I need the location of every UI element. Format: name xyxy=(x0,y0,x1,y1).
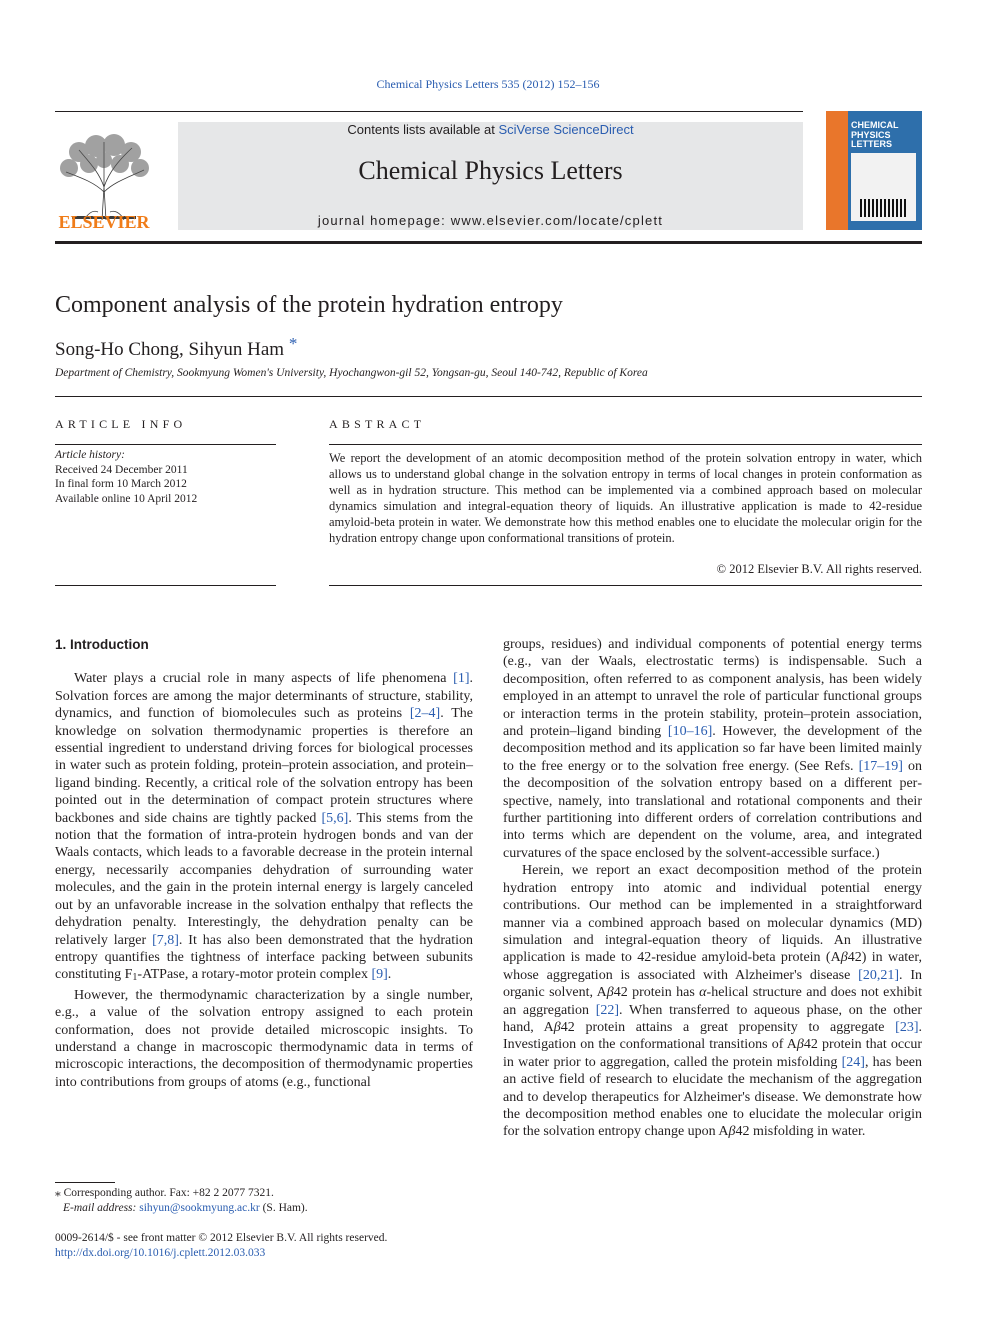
text-run: -ATPase, a rotary-motor protein complex xyxy=(137,967,372,983)
text-run: 42) in water, whose aggregation is associated with Alzheimer's disease xyxy=(503,950,923,983)
text-run: . Investigation on the conformational transitions of A xyxy=(503,1019,922,1053)
footnote-mark: ⁎ xyxy=(55,1187,61,1199)
text-run: . The knowledge on solvation thermodynamic properties is therefore an essential ingredient to understand driving forces for biological processes in water such as protein folding, protein–protein association, and protein–ligand binding. Recently, a critical role of the solvation entropy has been pointed out in the determination of compact protein structures where backbones and side chains are tightly packed xyxy=(55,706,473,826)
text-run: 42 protein attains a great propensity to aggregate xyxy=(560,1019,896,1035)
text-run: Herein, we report an exact decomposition method of the protein hydration entropy into atomic and individual potential energy contributions. Our method can be implemented in a straightforward manner via a combined approach based on molecular dynamics (MD) simulation and integral-equation theory of liquids. An illustrative application is made to 42-residue amyloid-beta protein (A xyxy=(503,863,922,966)
article-title: Component analysis of the protein hydration entropy xyxy=(55,292,563,318)
text-run: -helical structure and does not exhibit an aggregation xyxy=(503,985,922,1018)
text-run: . When transferred to aqueous phase, on the other hand, A xyxy=(503,1002,922,1035)
contents-line xyxy=(178,122,803,137)
greek-symbol: β xyxy=(606,985,614,1001)
paragraph xyxy=(503,862,922,1141)
email-link[interactable]: sihyun@sookmyung.ac.kr xyxy=(139,1202,260,1214)
text-run: . xyxy=(387,967,392,983)
reference-link[interactable]: [23] xyxy=(895,1019,919,1035)
affiliation: Department of Chemistry, Sookmyung Women's University, Hyochangwon-gil 52, Yongsan-gu, Seoul 140-742, Republic of Korea xyxy=(55,367,648,379)
text-run: . Solvation forces are among the major determinants of structure, stability, dynamics, and function of biomolecules such as proteins xyxy=(55,671,473,722)
paragraph xyxy=(55,670,473,986)
article-info-rule xyxy=(55,444,276,445)
paragraph xyxy=(55,987,473,1091)
text-run: 42 protein has xyxy=(613,985,700,1001)
article-info-bottom-rule xyxy=(55,585,276,586)
reference-link[interactable]: [5,6] xyxy=(321,810,349,826)
text-run: . It has also been demonstrated that the hydration entropy quantifies the tightness of interface packing between subunits constituting F xyxy=(55,932,473,983)
reference-link[interactable]: [9] xyxy=(371,967,388,983)
greek-symbol: β xyxy=(796,1037,804,1053)
email-suffix: (S. Ham). xyxy=(259,1202,308,1214)
cover-title-line: PHYSICS xyxy=(851,129,891,140)
reference-link[interactable]: [2–4] xyxy=(409,706,441,722)
text-run: on the decomposition of the solvation entropy based on a different perspective, namely, into translational and rotational components and their further partitioning into different orders of correlation contributions and into terms which are dependent on the volume, area, and integrated curvatures of the space enclosed by the solvent-accessible surface.) xyxy=(503,758,923,861)
reference-link[interactable]: [24] xyxy=(841,1054,865,1070)
abstract-text: We report the development of an atomic decomposition method of the protein solvation entropy in water, which allows us to understand global change in the solvation entropy in terms of local changes in protein conformation as well as in hydration structure. This method can be implemented via a combined approach based on molecular dynamics simulation and integral-equation theory of liquids. An illustrative application is made to 42-residue amyloid-beta protein in water. We demonstrate how this method enables one to elucidate the molecular origin for the hydration entropy change upon conformational transitions of protein. xyxy=(329,451,922,545)
reference-link[interactable]: [10–16] xyxy=(667,724,713,740)
paragraph xyxy=(503,636,922,862)
title-rule xyxy=(55,396,922,397)
abstract-rule xyxy=(329,444,922,445)
journal-name: Chemical Physics Letters xyxy=(358,156,623,185)
footnote-rule xyxy=(55,1182,115,1183)
bottom-notice xyxy=(55,1231,387,1260)
final-form-date: In final form 10 March 2012 xyxy=(55,478,187,490)
elsevier-wordmark: ELSEVIER xyxy=(58,212,150,232)
abstract-bottom-rule xyxy=(329,585,922,586)
history-label: Article history: xyxy=(55,449,125,461)
section-title: 1. Introduction xyxy=(55,637,149,652)
abstract-heading: ABSTRACT xyxy=(329,417,426,431)
greek-symbol: β xyxy=(840,950,848,966)
online-date: Available online 10 April 2012 xyxy=(55,492,198,505)
header-rule xyxy=(55,111,803,112)
text-run: . However, the development of the decomposition method and its application so far have been limited mainly to the free energy or to the solvation free energy. (See Refs. xyxy=(503,724,922,774)
cover-barcode xyxy=(860,199,906,217)
cover-orange-strip xyxy=(826,111,848,230)
reference-link[interactable]: [7,8] xyxy=(152,932,179,948)
author-names: Song-Ho Chong, Sihyun Ham xyxy=(55,339,285,360)
reference-link[interactable]: [20,21] xyxy=(858,967,899,983)
greek-symbol: β xyxy=(553,1019,561,1035)
text-run: , has been an active field of research to elucidate the mechanism of the aggregation and to develop therapeutics for Alzheimer's disease. We demonstrate how the decomposition method enables one to elucidate the molecular origin for the solvation entropy change upon A xyxy=(503,1054,923,1140)
email-line xyxy=(55,1201,308,1216)
subscript: 1 xyxy=(132,972,138,984)
sciencedirect-link[interactable]: SciVerse ScienceDirect xyxy=(498,122,634,137)
body-right-column xyxy=(503,636,922,1141)
text-run: . In organic solvent, A xyxy=(503,967,922,1001)
journal-homepage[interactable]: journal homepage: www.elsevier.com/locate/cplett xyxy=(317,213,664,228)
greek-symbol: α xyxy=(699,985,707,1001)
abstract-copyright: © 2012 Elsevier B.V. All rights reserved. xyxy=(716,562,922,576)
cover-title xyxy=(851,121,899,150)
text-run: groups, residues) and individual components of potential energy terms (e.g., van der Waals, electrostatic terms) is indispensable. Such a decomposition, often referred to as component analysis, has been widely employed in an attempt to unravel the role of particular functional groups or interaction terms in the protein stability, protein–protein association, and protein–ligand binding xyxy=(503,637,922,740)
greek-symbol: β xyxy=(728,1124,736,1140)
corresponding-text: Corresponding author. Fax: +82 2 2077 7321. xyxy=(63,1187,274,1199)
text-run: Water plays a crucial role in many aspects of life phenomena xyxy=(74,671,454,687)
header-thick-rule xyxy=(55,241,922,244)
cover-title-line: CHEMICAL xyxy=(851,120,899,130)
received-date: Received 24 December 2011 xyxy=(55,463,188,476)
contents-prefix: Contents lists available at xyxy=(347,122,499,137)
text-run: However, the thermodynamic characterization by a single number, e.g., a value of the solvation entropy assigned to each protein conformation, does not provide detailed microscopic insights. To understand a change in macroscopic thermodynamic data in terms of microscopic interactions, the decomposition of thermodynamic properties into contributions from groups of atoms (e.g., functional xyxy=(55,987,473,1090)
cover-title-line: LETTERS xyxy=(851,139,893,149)
issn-line: 0009-2614/$ - see front matter © 2012 Elsevier B.V. All rights reserved. xyxy=(55,1232,388,1244)
authors xyxy=(55,334,297,361)
article-history xyxy=(55,448,197,506)
corresponding-author-mark[interactable]: * xyxy=(288,334,298,353)
text-run: 42 misfolding in water. xyxy=(735,1124,866,1140)
reference-link[interactable]: [22] xyxy=(595,1002,620,1018)
footnote xyxy=(55,1186,308,1216)
text-run: 42 protein that occur in water prior to aggregation, called the protein misfolding xyxy=(503,1037,922,1070)
corresponding-footnote xyxy=(55,1186,308,1201)
email-label: E-mail address: xyxy=(63,1202,137,1214)
body-left-column xyxy=(55,636,473,1091)
reference-link[interactable]: [17–19] xyxy=(858,758,903,774)
reference-link[interactable]: [1] xyxy=(453,671,470,687)
doi-link[interactable]: http://dx.doi.org/10.1016/j.cplett.2012.03.033 xyxy=(55,1246,266,1259)
journal-citation[interactable]: Chemical Physics Letters 535 (2012) 152–156 xyxy=(376,77,600,91)
journal-cover xyxy=(826,111,922,230)
text-run: . This stems from the notion that the formation of intra-protein hydrogen bonds and van der Waals contacts, which leads to a favorable decrease in the protein internal energy, necessarily accompanies dehydration of surrounding water molecules, and the gain in the protein internal energy is largely canceled out by an unfavorable increase in the solvation enthalpy that reflects the dehydration penalty. Interestingly, the dehydration penalty can be relatively larger xyxy=(55,810,474,948)
article-info-heading: ARTICLE INFO xyxy=(55,417,187,431)
